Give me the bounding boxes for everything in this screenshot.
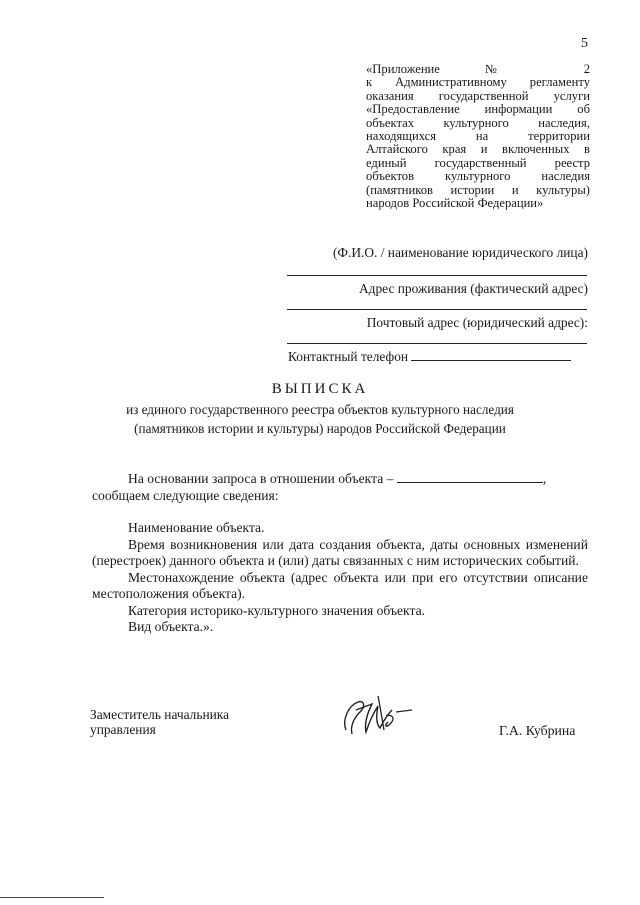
- handwritten-signature: [338, 690, 418, 742]
- applicant-name-label: (Ф.И.О. / наименование юридического лица): [332, 245, 588, 260]
- appendix-line: единый государственный реестр: [366, 155, 590, 170]
- signatory-position: [90, 707, 229, 737]
- info-items: [92, 520, 588, 636]
- appendix-line: оказания государственной услуги: [366, 88, 590, 103]
- appendix-line: к Административному регламенту: [366, 75, 590, 90]
- appendix-line: народов Российской Федерации»: [366, 196, 544, 211]
- position-line: управления: [90, 722, 156, 737]
- appendix-line: объектов культурного наследия: [366, 169, 590, 184]
- item-location: Местонахождение объекта (адрес объекта или при его отсутствии описание местоположения объекта).: [92, 569, 588, 601]
- intro-paragraph: [92, 470, 588, 504]
- item-type: Вид объекта.».: [128, 619, 214, 634]
- postal-extra-line[interactable]: [287, 343, 587, 344]
- appendix-line: «Приложение № 2: [366, 62, 590, 76]
- subtitle-line: из единого государственного реестра объектов культурного наследия: [126, 402, 514, 417]
- appendix-line: Алтайского края и включенных в: [366, 142, 590, 157]
- page-bottom-rule: [0, 897, 104, 898]
- intro-comma: ,: [542, 471, 547, 486]
- signatory-name: Г.А. Кубрина: [499, 723, 576, 738]
- subtitle-line: (памятников истории и культуры) народов Российской Федерации: [134, 421, 506, 436]
- intro-continuation: сообщаем следующие сведения:: [92, 487, 279, 503]
- item-category: Категория историко-культурного значения объекта.: [128, 602, 426, 618]
- phone-label: Контактный телефон: [288, 349, 409, 364]
- postal-field-line[interactable]: [287, 309, 587, 310]
- postal-label: Почтовый адрес (юридический адрес):: [366, 315, 588, 330]
- appendix-reference: [366, 63, 590, 210]
- phone-row: [288, 348, 571, 365]
- item-name: Наименование объекта.: [128, 520, 265, 535]
- object-field-line[interactable]: [397, 470, 543, 483]
- position-line: Заместитель начальника: [90, 707, 230, 722]
- residence-label: Адрес проживания (фактический адрес): [358, 281, 588, 296]
- item-time: Время возникновения или дата создания объекта, даты основных изменений (перестроек) данного объекта и (или) даты связанных с ним исторических событий.: [92, 536, 588, 568]
- document-title: ВЫПИСКА: [271, 381, 369, 397]
- appendix-line: находящихся на территории: [366, 129, 590, 144]
- appendix-line: «Предоставление информации об: [366, 102, 590, 117]
- intro-text: На основании запроса в отношении объекта –: [128, 471, 394, 486]
- residence-field-line[interactable]: [287, 275, 587, 276]
- appendix-line: (памятников истории и культуры): [366, 182, 590, 197]
- document-subtitle: [0, 400, 640, 438]
- phone-field-line[interactable]: [411, 348, 571, 361]
- appendix-line: объектах культурного наследия,: [366, 115, 590, 130]
- page-number: 5: [581, 36, 588, 51]
